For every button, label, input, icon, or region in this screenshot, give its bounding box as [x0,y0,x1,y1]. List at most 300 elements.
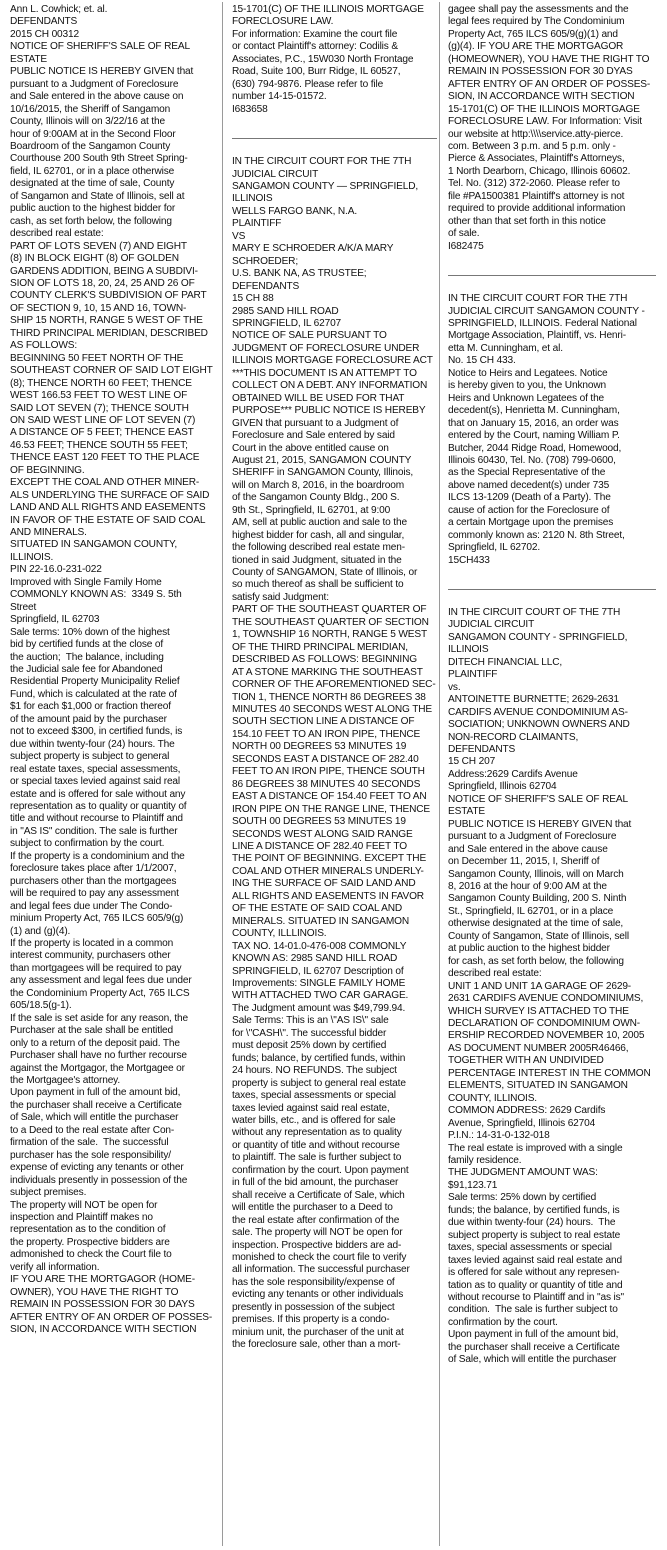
notice-line: DECLARATION OF CONDOMINIUM OWN- [448,1017,641,1029]
notice-line: only to a return of the deposit paid. The [10,1037,180,1049]
notice-line: If the sale is set aside for any reason, the [10,1012,189,1024]
notice-line: confirmation by the court. Upon payment [232,1164,409,1176]
notice-line: the following described real estate men- [232,542,405,554]
notice-line: AT A STONE MARKING THE SOUTHEAST [232,666,423,678]
notice-line: County of SANGAMON, State of Illinois, or [232,567,418,579]
notice-line: admonished to check the Court file to [10,1249,172,1261]
notice-line: SAID LOT SEVEN (7); THENCE SOUTH [10,402,189,414]
notice-line: 154.10 FEET TO AN IRON PIPE, THENCE [232,728,421,740]
notice-line: funds; balance, by certified funds, within [232,1052,406,1064]
notice-line: expense of evicting any tenants or other [10,1162,184,1174]
notice-line: of the Sangamon County Bldg., 200 S. [232,492,400,504]
notice-line: DITECH FINANCIAL LLC, [448,656,563,668]
notice-line: IN THE CIRCUIT COURT FOR THE 7TH [232,156,412,168]
notice-line: SION, IN ACCORDANCE WITH SECTION [10,1324,197,1336]
notice-line: GARDENS ADDITION, BEING A SUBDIVI- [10,265,198,277]
notice-line: public auction to the highest bidder for [10,203,176,215]
notice-line: representation as to quality or quantity of [10,801,187,812]
notice-line: funds; the balance, by certified funds, is [448,1204,620,1216]
notice-line: ERSHIP RECORDED NOVEMBER 10, 2005 [448,1030,645,1042]
notice-line: Court in the above entitled cause on [232,442,389,454]
notice-line: purchasers other than the mortgagees [10,875,177,887]
notice-line: 15-1701(C) OF THE ILLINOIS MORTGAGE [232,4,424,15]
notice-line: ON SAID WEST LINE OF LOT SEVEN (7) [10,414,196,426]
notice-line: COUNTY, ILLLINOIS. [232,928,327,940]
legal-notice [448,4,656,253]
notice-line: THIRD PRINCIPAL MERIDIAN, DESCRIBED [10,327,208,339]
notice-line: THE JUDGMENT AMOUNT WAS: [448,1167,598,1179]
notice-line: TION 1, THENCE NORTH 86 DEGREES 38 [232,691,426,703]
notice-line: Upon payment in full of the amount bid, [10,1087,181,1099]
notice-line: highest bidder for cash, all and singular, [232,529,405,541]
legal-notice [232,156,437,1352]
notice-line: representation as to the condition of [10,1224,166,1236]
notice-line: AFTER ENTRY OF AN ORDER OF POSSES- [448,78,651,90]
notice-line: Improvements: SINGLE FAMILY HOME [232,977,406,989]
notice-line: Sale terms: 10% down of the highest [10,626,170,638]
notice-line: sale. The property will NOT be open for [232,1227,403,1239]
notice-line: must deposit 25% down by certified [232,1040,387,1052]
notice-line: or special taxes levied against said real [10,776,181,788]
notice-line: to a Deed to the real estate after Con- [10,1124,175,1136]
notice-line: IN FAVOR OF THE ESTATE OF SAID COAL [10,514,206,526]
notice-line: Sangamon County Building, 200 S. Ninth [448,893,627,905]
notice-line: IRON PIPE ON THE RANGE LINE, THENCE [232,803,431,815]
notice-line: 2631 CARDIFS AVENUE CONDOMINIUMS, [448,993,644,1005]
notice-line: JUDICIAL CIRCUIT [232,168,319,180]
notice-line: Improved with Single Family Home [10,576,162,588]
notice-line: ***THIS DOCUMENT IS AN ATTEMPT TO [232,367,417,379]
notice-line: (1) and (g)(4). [10,925,71,937]
notice-line: ING THE SURFACE OF SAID LAND AND [232,878,416,890]
notice-line: satisfy said Judgment: [232,591,329,603]
notice-line: will entitle the purchaser to a Deed to [232,1202,393,1214]
notice-line: MINUTES 40 SECONDS WEST ALONG THE [232,704,433,716]
notice-line: Sale Terms: This is an \"AS IS\" sale [232,1015,389,1027]
notice-line: Mortgage Association, Plaintiff, vs. Henri- [448,330,626,342]
notice-line: all information. The successful purchaser [232,1264,410,1276]
notice-line: 8, 2016 at the hour of 9:00 AM at the [448,881,607,892]
notice-line: monished to check the court file to verify [232,1251,407,1263]
notice-line: confirmation by the court. [448,1316,558,1328]
notice-line: cash, as set forth below, the following [10,215,172,227]
notice-line: SPRINGFIELD, ILLINOIS. Federal National [448,317,637,329]
notice-line: taxes, special assessments or special [448,1242,612,1254]
legal-notice [232,4,437,116]
notice-line: in "AS IS" condition. The sale is further [10,825,178,837]
notice-line: firmation of the sale. The successful [10,1137,169,1149]
notice-line: at public auction to the highest bidder [448,943,610,955]
notice-line: THE SOUTHEAST QUARTER OF SECTION [232,616,429,628]
notice-line: No. 15 CH 433. [448,355,516,367]
notice-line: MARY E SCHROEDER A/K/A MARY [232,243,394,255]
notice-line: PLAINTIFF [232,218,282,230]
notice-line: PURPOSE*** PUBLIC NOTICE IS HEREBY [232,405,426,417]
notice-line: If the property is located in a common [10,937,174,949]
notice-line: ILLINOIS. [10,551,54,563]
notice-line: verify all information. [10,1261,100,1273]
notice-line: estate and is offered for sale without any [10,788,186,800]
notice-line: due within twenty-four (24) hours. The [448,1217,616,1229]
notice-line: AM, sell at public auction and sale to the [232,517,407,529]
notice-line: is hereby given to you, the Unknown [448,380,606,392]
notice-line: taxes levied against said real estate, [232,1102,390,1114]
notice-line: DEFENDANTS [448,744,516,756]
notice-line: ESTATE [448,806,485,818]
notice-line: and Sale entered in the above cause [448,843,608,855]
notice-line: not to exceed $300, in certified funds, is [10,726,183,738]
notice-line: 15 CH 88 [232,293,274,305]
notice-line: IN THE CIRCUIT COURT FOR THE 7TH [448,293,628,305]
notice-line: Springfield, Illinois 62704 [448,781,557,793]
notice-line: entered by the Court, naming William P. [448,430,620,442]
notice-line: AS FOLLOWS: [10,340,77,352]
notice-line: hour of 9:00AM at in the Second Floor [10,128,176,140]
notice-line: DEFENDANTS [232,280,300,292]
notice-line: Purchaser shall have no further recourse [10,1050,187,1062]
notice-line: Butcher, 2044 Ridge Road, Homewood, [448,442,622,454]
notice-line: The property will NOT be open for [10,1199,158,1211]
notice-line: Sale terms: 25% down by certified [448,1192,597,1204]
notice-line: subject to confirmation by the court. [10,838,165,850]
notice-line: cause of action for the Foreclosure of [448,504,610,516]
notice-line: SOCIATION; UNKNOWN OWNERS AND [448,719,630,731]
notice-line: interest community, purchasers other [10,950,171,962]
notice-line: real estate taxes, special assessments, [10,763,181,775]
notice-line: minium unit, the purchaser of the unit at [232,1326,404,1338]
notice-line: KNOWN AS: 2985 SAND HILL ROAD [232,953,398,965]
notice-line: OBTAINED WILL BE USED FOR THAT [232,392,405,404]
notice-line: If the property is a condominium and the [10,850,185,862]
notice-line: ELEMENTS, SITUATED IN SANGAMON [448,1080,628,1092]
notice-separator [448,275,656,276]
notice-line: Boardroom of the Sangamon County [10,140,171,152]
notice-line: 2985 SAND HILL ROAD [232,305,339,317]
notice-line: SPRINGFIELD, IL 62707 [232,317,342,329]
notice-line: (8); THENCE NORTH 60 FEET; THENCE [10,377,192,389]
notice-line: WHICH SURVEY IS ATTACHED TO THE [448,1005,629,1017]
notice-line: (HOMEOWNER), YOU HAVE THE RIGHT TO [448,53,650,65]
notice-line: SION OF LOTS 18, 20, 24, 25 AND 26 OF [10,277,195,289]
notice-line: ILLINOIS MORTGAGE FORECLOSURE ACT [232,355,433,367]
notice-line: Illinois 60430, Tel. No. (708) 799-0600, [448,454,616,466]
notice-line: PUBLIC NOTICE IS HEREBY GIVEN that [448,818,632,830]
notice-line: Purchaser at the sale shall be entitled [10,1025,174,1037]
notice-line: has the sole responsibility/expense of [232,1276,395,1288]
notice-line: will be required to pay any assessment [10,888,179,900]
notice-line: TOGETHER WITH AN UNDIVIDED [448,1055,604,1067]
notice-line: due within twenty-four (24) hours. The [10,738,175,750]
notice-line: inspection. Prospective bidders are ad- [232,1239,402,1251]
notice-line: 605/18.5(g-1). [10,1000,72,1012]
notice-line: of Sangamon and State of Illinois, sell at [10,190,185,202]
notice-line: pursuant to a Judgment of Foreclosure [10,78,179,90]
notice-line: I683658 [232,103,268,115]
notice-line: SION, IN ACCORDANCE WITH SECTION [448,91,635,103]
notice-line: than mortgagees will be required to pay [10,962,182,974]
notice-line: County of Sangamon, State of Illinois, sell [448,930,629,942]
notice-line: PERCENTAGE INTEREST IN THE COMMON [448,1067,651,1079]
notice-separator [448,589,656,590]
notice-line: (8) IN BLOCK EIGHT (8) OF GOLDEN [10,253,179,265]
notice-line: FEET TO AN IRON PIPE, THENCE SOUTH [232,766,425,778]
notice-line: P.I.N.: 14-31-0-132-018 [448,1130,550,1142]
notice-line: other than that set forth in this notice [448,215,606,227]
notice-line: described real estate: [10,228,104,240]
notice-line: PIN 22-16.0-231-022 [10,564,102,576]
notice-line: etta M. Cunningham, et al. [448,342,563,354]
notice-line: Address:2629 Cardifs Avenue [448,768,578,780]
notice-line: otherwise designated at the time of sale, [448,918,624,930]
notice-line: the purchaser shall receive a Certificate [10,1099,182,1111]
notice-line: SCHROEDER; [232,255,299,267]
notice-line: of sale. [448,228,480,240]
notice-line: Ann L. Cowhick; et. al. [10,4,108,15]
notice-line: SOUTH 00 DEGREES 53 MINUTES 19 [232,816,406,828]
notice-line: FORECLOSURE LAW. For Information: Visit [448,116,642,128]
notice-line: NOTICE OF SHERIFF'S SALE OF REAL [10,41,190,53]
notice-line: purchaser has the sole responsibility/ [10,1149,171,1161]
notice-line: COMMON ADDRESS: 2629 Cardifs [448,1105,606,1117]
notice-line: SECONDS WEST ALONG SAID RANGE [232,828,413,840]
notice-line: SHERIFF in SANGAMON County, Illinois, [232,467,414,479]
notice-line: and legal fees due under The Condo- [10,900,173,912]
notice-line: NON-RECORD CLAIMANTS, [448,731,579,743]
notice-line: against the Mortgagor, the Mortgagee or [10,1062,185,1074]
notice-line: WELLS FARGO BANK, N.A. [232,205,357,217]
notice-line: AS DOCUMENT NUMBER 2005R46466, [448,1042,629,1054]
notice-line: A DISTANCE OF 5 FEET; THENCE EAST [10,427,194,439]
notice-line: so much thereof as shall be sufficient to [232,579,404,591]
notice-line: Springfield, IL 62702. [448,542,541,554]
notice-line: GIVEN that pursuant to a Judgment of [232,417,399,429]
notice-line: the real estate after confirmation of the [232,1214,400,1226]
notice-line: premises. If this property is a condo- [232,1314,390,1326]
notice-line: COUNTY CLERK'S SUBDIVISION OF PART [10,290,207,302]
notice-line: SECONDS EAST A DISTANCE OF 282.40 [232,753,419,765]
notice-line: file #PA1500381 Plaintiff's attorney is not [448,190,625,202]
notice-line: Street [10,601,37,613]
notice-line: 1, TOWNSHIP 16 NORTH, RANGE 5 WEST [232,629,428,641]
notice-line: FORECLOSURE LAW. [232,16,334,28]
notice-line: property is subject to general real estate [232,1077,406,1089]
notice-line: SOUTHEAST CORNER OF SAID LOT EIGHT [10,365,213,377]
notice-line: field, IL 62701, or in a place otherwise [10,165,175,177]
notice-line: inspection and Plaintiff makes no [10,1211,153,1223]
notice-line: taxes, special assessments or special [232,1090,396,1102]
notice-line: 15CH433 [448,554,490,566]
notice-line: IN THE CIRCUIT COURT OF THE 7TH [448,607,621,619]
notice-line: presently in possession of the subject [232,1301,395,1313]
notice-line: $91,123.71 [448,1179,498,1191]
notice-line: OWNER), YOU HAVE THE RIGHT TO [10,1286,179,1298]
notice-line: the Mortgagee's attorney. [10,1074,120,1086]
notice-line: 46.53 FEET; THENCE SOUTH 55 FEET; [10,439,188,451]
notice-line: for cash, as set forth below, the following [448,955,624,967]
notice-line: Pierce & Associates, Plaintiff's Attorneys, [448,153,625,165]
notice-line: WITH ATTACHED TWO CAR GARAGE. [232,990,409,1002]
notice-line: 10/16/2015, the Sheriff of Sangamon [10,103,171,115]
notice-line: ILLINOIS [232,193,273,205]
notice-separator [232,138,437,139]
notice-line: subject property is subject to general [10,751,170,763]
notice-line: Notice to Heirs and Legatees. Notice [448,367,608,379]
notice-line: County, Illinois will on 3/22/16 at the [10,116,165,128]
notice-line: COMMONLY KNOWN AS: 3349 S. 5th [10,589,182,601]
notice-line: SHIP 15 NORTH, RANGE 5 WEST OF THE [10,315,203,327]
notice-line: subject premises. [10,1187,87,1199]
notice-line: bid by certified funds at the close of [10,639,164,651]
notice-line: required to provide additional information [448,203,626,215]
notice-line: PUBLIC NOTICE IS HEREBY GIVEN that [10,66,194,78]
notice-line: the auction; The balance, including [10,651,164,663]
notice-line: ILCS 13-1209 (Death of a Party). The [448,492,611,504]
notice-line: without recourse to Plaintiff and in "as is" [448,1291,624,1303]
notice-line: in full of the bid amount, the purchaser [232,1177,399,1189]
notice-line: the Judicial sale fee for Abandoned [10,664,163,676]
notice-line: that on January 15, 2016, an order was [448,417,619,429]
notice-line: OF THE ESTATE OF SAID COAL AND [232,903,403,915]
notice-line: The Judgment amount was $49,799.94. [232,1002,406,1014]
notice-line: U.S. BANK NA, AS TRUSTEE; [232,268,367,280]
notice-line: DESCRIBED AS FOLLOWS: BEGINNING [232,654,417,666]
column-divider [439,2,440,1546]
notice-line: vs. [448,681,461,693]
legal-notice [10,4,215,1336]
notice-line: IF YOU ARE THE MORTGAGOR (HOME- [10,1274,195,1286]
notice-line: SPRINGFIELD, IL 62707 Description of [232,965,404,977]
notice-line: the property. Prospective bidders are [10,1236,170,1248]
notice-line: tation as to quality or quantity of title and [448,1279,623,1291]
notice-line: Property Act, 765 ILCS 605/9(g)(1) and [448,28,618,40]
notice-line: gagee shall pay the assessments and the [448,4,629,15]
notice-line: EAST A DISTANCE OF 154.40 FEET TO AN [232,791,427,803]
notice-line: REMAIN IN POSSESSION FOR 30 DYAS [448,66,633,78]
notice-line: the Condominium Property Act, 765 ILCS [10,987,190,999]
notice-line: family residence. [448,1154,522,1166]
notice-line: MINERALS. SITUATED IN SANGAMON [232,915,410,927]
notice-line: and Sale entered in the above cause on [10,91,184,103]
notice-line: TAX NO. 14-01.0-476-008 COMMONLY [232,940,407,952]
notice-line: PLAINTIFF [448,669,498,681]
notice-line: for \"CASH\". The successful bidder [232,1027,387,1039]
notice-line: our website at http:\\\\service.atty-pierce. [448,128,624,140]
notice-line: VS [232,230,246,242]
legal-notice [448,293,656,567]
notice-line: BEGINNING 50 FEET NORTH OF THE [10,352,184,364]
notice-line: I682475 [448,240,484,252]
notice-line: Road, Suite 100, Burr Ridge, IL 60527, [232,66,401,78]
notice-line: WEST 166.53 FEET TO WEST LINE OF [10,390,188,402]
notice-line: (630) 794-9876. Please refer to file [232,78,384,90]
notice-line: to plaintiff. The sale is further subject to [232,1152,402,1164]
notice-line: ILLINOIS [448,644,489,656]
notice-line: a certain Mortgage upon the premises [448,517,614,529]
notice-line: the foreclosure sale, other than a mort- [232,1339,401,1351]
notice-line: of the amount paid by the purchaser [10,713,167,725]
notice-line: CORNER OF THE AFOREMENTIONED SEC- [232,679,436,691]
notice-line: minium Property Act, 765 ILCS 605/9(g) [10,913,184,925]
notice-line: on December 11, 2015, I, Sheriff of [448,856,600,868]
notice-line: the purchaser shall receive a Certificate [448,1341,620,1353]
notice-line: 15 CH 207 [448,756,496,768]
notice-line: SOUTH SECTION LINE A DISTANCE OF [232,716,415,728]
notice-line: St., Springfield, IL 62701, or in a place [448,905,614,917]
notice-line: number 14-15-01572. [232,91,327,103]
notice-line: LAND AND ALL RIGHTS AND EASEMENTS [10,502,206,514]
notice-line: ALS UNDERLYING THE SURFACE OF SAID [10,489,210,501]
notice-line: JUDGMENT OF FORECLOSURE UNDER [232,342,420,354]
column-2 [232,4,437,1544]
notice-line: 86 DEGREES 38 MINUTES 40 SECONDS [232,778,421,790]
notice-line: ALL RIGHTS AND EASEMENTS IN FAVOR [232,890,424,902]
notice-line: 1 North Dearborn, Chicago, Illinois 60602. [448,165,631,177]
notice-line: Springfield, IL 62703 [10,614,100,626]
notice-line: tioned in said Judgment, situated in the [232,554,402,566]
notice-line: UNIT 1 AND UNIT 1A GARAGE OF 2629- [448,980,632,992]
column-1 [10,4,215,1544]
notice-line: PART OF LOTS SEVEN (7) AND EIGHT [10,240,187,252]
notice-line: OF SECTION 9, 10, 15 AND 16, TOWN- [10,302,187,314]
notice-line: Residential Property Municipality Relief [10,676,180,688]
notice-line: or quantity of title and without recourse [232,1139,400,1151]
notice-line: of Sale, which will entitle the purchaser [10,1112,179,1124]
notice-line: DEFENDANTS [10,16,78,28]
column-3 [448,4,656,1544]
notice-line: COLLECT ON A DEBT. ANY INFORMATION [232,380,428,392]
notice-line: COUNTY, ILLINOIS. [448,1092,537,1104]
notice-line: designated at the time of sale, County [10,178,175,190]
notice-line: or contact Plaintiff's attorney: Codilis & [232,41,398,53]
notice-line: REMAIN IN POSSESSION FOR 30 DAYS [10,1299,195,1311]
notice-line: LINE A DISTANCE OF 282.40 FEET TO [232,841,407,852]
notice-line: JUDICIAL CIRCUIT SANGAMON COUNTY - [448,305,645,317]
notice-line: SANGAMON COUNTY - SPRINGFIELD, [448,631,628,643]
notice-line: decedent(s), Henrietta M. Cunningham, [448,405,620,417]
legal-notice [448,607,656,1367]
notice-line: OF BEGINNING. [10,464,85,476]
notice-line: water bills, etc., and is offered for sale [232,1114,396,1126]
notice-line: foreclosure takes place after 1/1/2007, [10,863,177,875]
notice-line: 9th St., Springfield, IL 62701, at 9:00 [232,504,391,516]
notice-line: is offered for sale without any represen- [448,1267,620,1279]
notice-line: AFTER ENTRY OF AN ORDER OF POSSES- [10,1311,213,1323]
notice-line: 2015 CH 00312 [10,28,79,40]
notice-line: as the Special Representative of the [448,467,606,479]
notice-line: commonly known as: 2120 N. 8th Street, [448,529,625,541]
notice-line: Tel. No. (312) 372-2060. Please refer to [448,178,620,190]
notice-line: legal fees required by The Condominium [448,16,625,28]
notice-line: ESTATE [10,53,47,65]
notice-line: Avenue, Springfield, Illinois 62704 [448,1117,596,1129]
notice-line: PART OF THE SOUTHEAST QUARTER OF [232,604,427,616]
notice-line: com. Between 3 p.m. and 5 p.m. only - [448,140,616,152]
notice-line: SITUATED IN SANGAMON COUNTY, [10,539,178,551]
notice-line: JUDICIAL CIRCUIT [448,619,535,631]
notice-line: For information: Examine the court file [232,28,398,40]
notice-line: CARDIFS AVENUE CONDOMINIUM AS- [448,706,628,718]
notice-line: ANTOINETTE BURNETTE; 2629-2631 [448,694,619,706]
notice-line: any assessment and legal fees due under [10,975,192,987]
notice-line: taxes levied against said real estate and [448,1254,622,1266]
notice-line: condition. The sale is further subject to [448,1304,618,1316]
notice-line: Associates, P.C., 15W030 North Frontage [232,53,414,65]
notice-line: NORTH 00 DEGREES 53 MINUTES 19 [232,741,407,753]
notice-line: August 21, 2015, SANGAMON COUNTY [232,454,412,466]
notice-line: Heirs and Unknown Legatees of the [448,392,605,404]
notice-line: subject property is subject to real estate [448,1229,621,1241]
notice-line: (g)(4). IF YOU ARE THE MORTGAGOR [448,41,624,53]
